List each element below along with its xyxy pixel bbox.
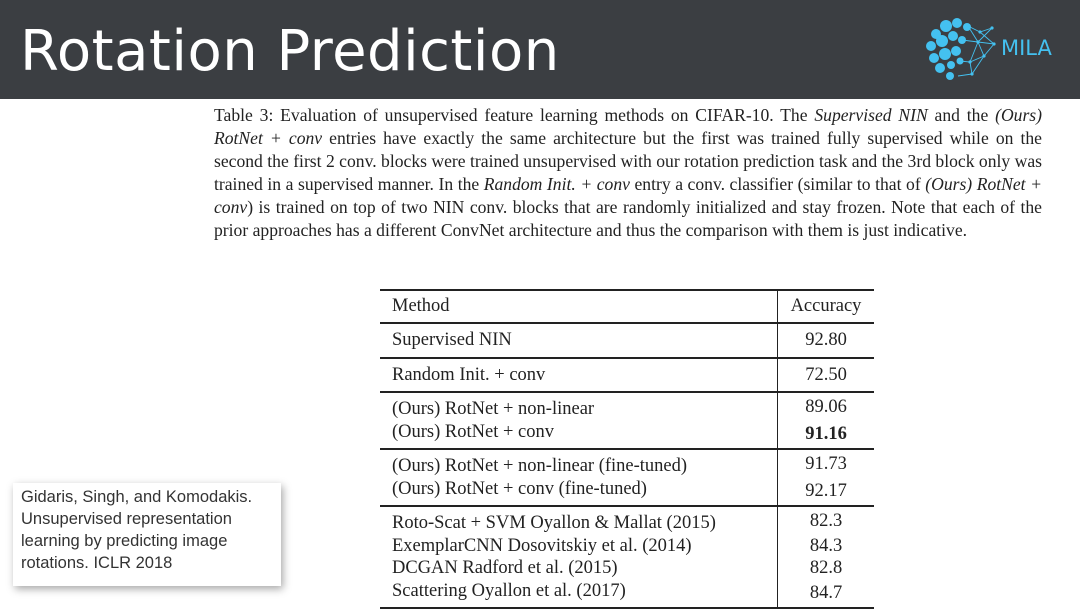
accuracy-cell: 82.8 (778, 557, 875, 580)
method-cell: ExemplarCNN Dosovitskiy et al. (2014) (392, 535, 692, 556)
table-header-row (380, 290, 874, 323)
table-row (380, 449, 874, 478)
slide-title: Rotation Prediction (20, 19, 560, 84)
caption-text: and the (927, 105, 996, 125)
caption-italic: Supervised NIN (814, 105, 928, 125)
accuracy-cell: 92.80 (778, 323, 875, 358)
brain-network-icon (922, 14, 1002, 86)
method-cell: (Ours) RotNet + non-linear (392, 399, 595, 419)
accuracy-cell: 84.3 (778, 535, 875, 558)
table-row (380, 506, 874, 535)
slide-header (0, 0, 1080, 99)
caption-italic: (Ours) RotNet + conv (214, 174, 1042, 217)
header-method: Method (392, 296, 450, 316)
logo-text: MILA (1001, 36, 1052, 60)
header-accuracy: Accuracy (778, 290, 875, 323)
method-cell: (Ours) RotNet + conv (fine-tuned) (392, 478, 647, 499)
caption-text: entries have exactly the same architecture but the first was trained fully supervised while on the second the first 2 conv. blocks were trained unsupervised with our rotation prediction task and the 3rd block only was trained in a supervised manner. In the (214, 128, 1042, 194)
results-table (380, 289, 874, 609)
accuracy-cell: 82.3 (778, 506, 875, 535)
accuracy-cell-best: 91.16 (778, 421, 875, 450)
table-row (380, 421, 874, 450)
method-cell: Roto-Scat + SVM Oyallon & Mallat (2015) (392, 513, 716, 533)
method-cell: Supervised NIN (392, 330, 512, 350)
citation-line: rotations. ICLR 2018 (21, 554, 173, 572)
accuracy-cell: 92.17 (778, 478, 875, 507)
table-row (380, 392, 874, 421)
table-row (380, 557, 874, 580)
table-row (380, 323, 874, 358)
accuracy-cell: 72.50 (778, 358, 875, 393)
citation-line: Unsupervised representation (21, 510, 232, 528)
citation-line: Gidaris, Singh, and Komodakis. (21, 488, 253, 506)
table-row (380, 535, 874, 558)
caption-italic: Random Init. + conv (483, 174, 630, 194)
method-cell: (Ours) RotNet + conv (392, 421, 555, 442)
table-row (380, 478, 874, 507)
accuracy-cell: 84.7 (778, 580, 875, 609)
mila-logo (922, 14, 1072, 86)
citation-line: learning by predicting image (21, 532, 228, 550)
table-row (380, 358, 874, 393)
method-cell: Random Init. + conv (392, 364, 546, 385)
caption-text: entry a conv. classifier (similar to that of (629, 174, 926, 194)
accuracy-cell: 89.06 (778, 392, 875, 421)
table-caption (214, 104, 1042, 242)
method-cell: (Ours) RotNet + non-linear (fine-tuned) (392, 456, 688, 476)
caption-text: Table 3: Evaluation of unsupervised feature learning methods on CIFAR-10. The (214, 105, 815, 125)
table-row (380, 580, 874, 609)
method-cell: DCGAN Radford et al. (2015) (392, 558, 618, 578)
accuracy-cell: 91.73 (778, 449, 875, 478)
caption-text: ) is trained on top of two NIN conv. blocks that are randomly initialized and stay frozen. Note that each of the prior approaches has a different ConvNet architecture and thus the comparison with them is just indicative. (214, 197, 1042, 240)
method-cell: Scattering Oyallon et al. (2017) (392, 580, 626, 601)
citation-box (13, 483, 281, 586)
caption-italic: (Ours) RotNet + conv (214, 105, 1043, 148)
